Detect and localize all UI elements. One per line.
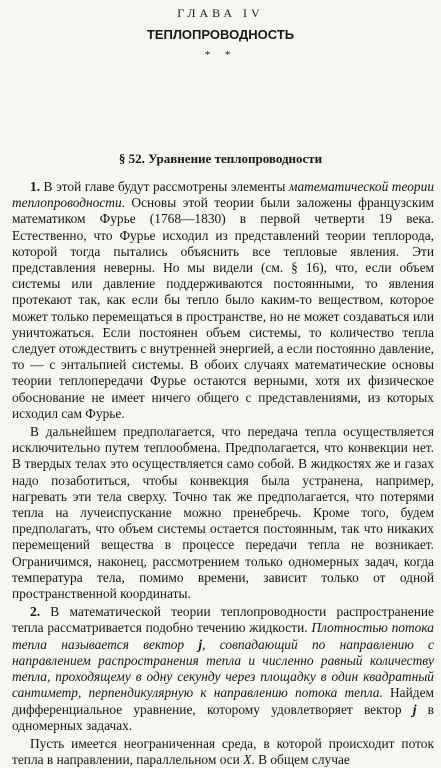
text-run: В этой главе будут рассмотрены элементы [40, 179, 289, 194]
text-run: . В общем случае [251, 752, 350, 768]
text-run: . Основы этой теории были заложены французским математиком Фурье (1768—1830) в первой четверти 19 века. Естественно, что Фурье исходил из представлений теории теплорода, которой тогда пытались объяснить все тепловые явления. Эти представления неверны. Но мы видели (см. § 16), что, если объем системы или давление поддерживаются постоянными, то явления протекают так, как если бы тепло было каким-то веществом, которое может только перемещаться в пространстве, но не может создаваться или уничтожаться. Если постоянен объем системы, то количество тепла следует отождествить с внутренней энергией, а если постоянно давление, то — с энтальпией системы. В обоих случаях математические основы теории теплопередачи Фурье остаются верными, хотя их физическое обоснование не имеет ничего общего с представлениями, из которых исходил сам Фурье. [12, 195, 434, 421]
text-run: Пусть имеется неограниченная среда, в которой происходит поток тепла в направлении, параллельном оси [12, 735, 434, 768]
vector-symbol: j [412, 701, 417, 717]
paragraph-4 [12, 736, 434, 768]
axis-symbol: X [243, 752, 252, 768]
text-run: В математической теории теплопроводности распространение тепла рассматривается подобно течению жидкости. [12, 604, 434, 636]
body-text [12, 179, 434, 768]
paragraph-number: 1. [30, 179, 41, 194]
paragraph-1 [12, 179, 434, 422]
paragraph-2: В дальнейшем предполагается, что передача тепла осуществляется исключительно путем теплообмена. Предполагается, что конвекции нет. В твердых телах это осуществляется само собой. В жидкостях же и газах надо позаботиться, чтобы конвекция была устранена, например, нагревать эти тела сверху. Точно так же предполагается, что потерями тепла на лучеиспускание можно пренебречь. Кроме того, будем предполагать, что объем системы остается постоянным, так что никаких перемещений вещества в процессе передачи тепла не возникает. Ограничимся, наконец, рассмотрением только одномерных задач, когда температура тела, помимо времени, зависит только от одной пространственной координаты. [12, 424, 434, 602]
vector-symbol: j [198, 636, 203, 652]
paragraph-3 [12, 604, 434, 734]
paragraph-number: 2. [30, 604, 41, 620]
definition-emphasis: Плотностью потока тепла называется вектор [12, 620, 434, 652]
definition-emphasis: , совпадающий по направлению с направлением распространения тепла и численно равный количеству тепла, проходящему в одну секунду через площадку в один квадратный сантиметр, перпендикулярную к направлению потока тепла. [12, 636, 434, 701]
text-run: в одномерных задачах. [12, 701, 434, 733]
chapter-title: ТЕПЛОПРОВОДНОСТЬ [146, 27, 295, 42]
title-ornament: * * [204, 49, 237, 61]
emphasis: математической теории теплопроводности [12, 179, 435, 211]
chapter-label: ГЛАВА IV [177, 6, 264, 20]
section-heading: § 52. Уравнение теплопроводности [118, 151, 323, 166]
text-run: Найдем дифференциальное уравнение, которому удовлетворяет вектор [12, 685, 435, 717]
